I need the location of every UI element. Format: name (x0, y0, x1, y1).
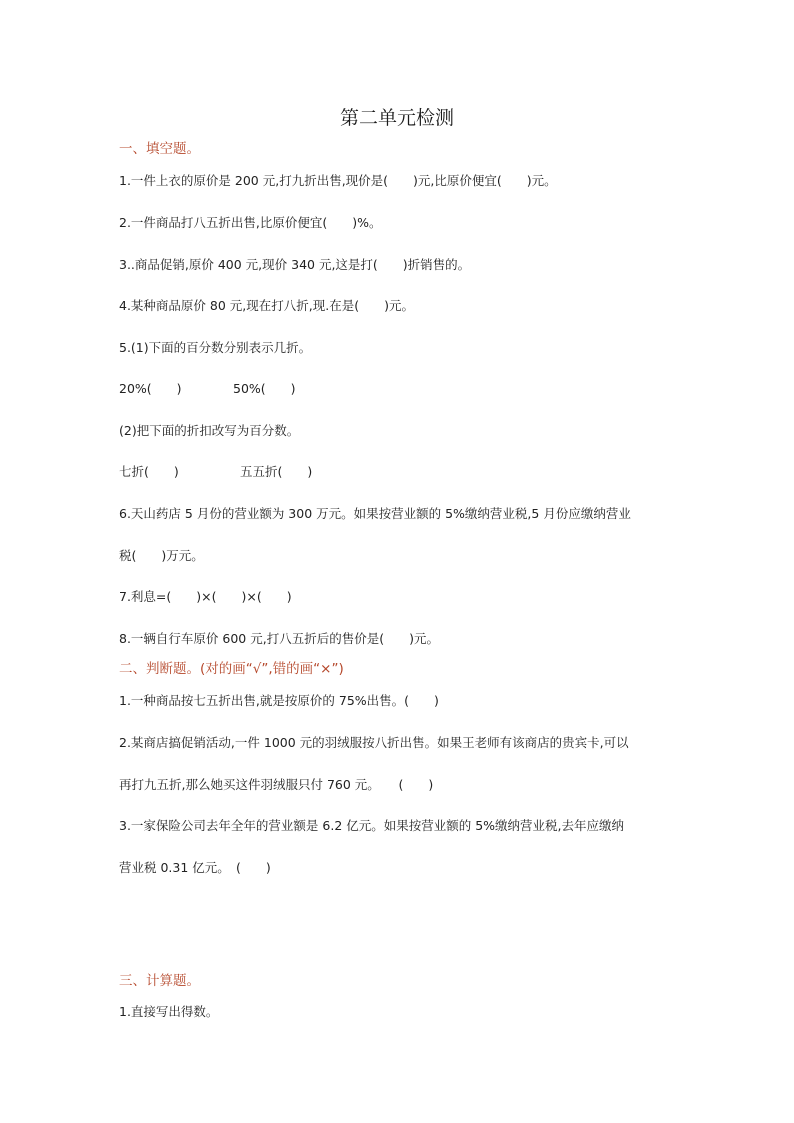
fill-blank-q6-line2: 税( )万元。 (119, 548, 204, 563)
true-false-q3-line1: 3.一家保险公司去年全年的营业额是 6.2 亿元。如果按营业额的 5%缴纳营业税,去年应缴纳 (119, 818, 625, 833)
fill-blank-q5-intro: 5.(1)下面的百分数分别表示几折。 (119, 340, 312, 355)
calculation-q1: 1.直接写出得数。 (119, 1004, 219, 1019)
true-false-q3-line2: 营业税 0.31 亿元。 ( ) (119, 860, 271, 875)
fill-blank-q2: 2.一件商品打八五折出售,比原价便宜( )%。 (119, 215, 382, 230)
section-heading-calculation: 三、计算题。 (119, 973, 200, 989)
fill-blank-q4: 4.某种商品原价 80 元,现在打八折,现.在是( )元。 (119, 298, 414, 313)
true-false-q1: 1.一种商品按七五折出售,就是按原价的 75%出售。( ) (119, 693, 439, 708)
fill-blank-q5-item-wuwuzhe: 五五折( ) (240, 464, 313, 479)
section-heading-fill-blank: 一、填空题。 (119, 141, 200, 157)
section-heading-true-false: 二、判断题。(对的画“√”,错的画“×”) (119, 661, 344, 677)
fill-blank-q5-item-50pct: 50%( ) (233, 381, 296, 396)
fill-blank-q5-item-qizhe: 七折( ) (119, 464, 179, 479)
fill-blank-q5-item-20pct: 20%( ) (119, 381, 182, 396)
fill-blank-q6-line1: 6.天山药店 5 月份的营业额为 300 万元。如果按营业额的 5%缴纳营业税,5 月份应缴纳营业 (119, 506, 631, 521)
fill-blank-q8: 8.一辆自行车原价 600 元,打八五折后的售价是( )元。 (119, 631, 439, 646)
fill-blank-q7: 7.利息=( )×( )×( ) (119, 589, 292, 604)
true-false-q2-line2: 再打九五折,那么她买这件羽绒服只付 760 元。 ( ) (119, 777, 434, 792)
page-title: 第二单元检测 (339, 107, 454, 129)
fill-blank-q3: 3..商品促销,原价 400 元,现价 340 元,这是打( )折销售的。 (119, 257, 471, 272)
true-false-q2-line1: 2.某商店搞促销活动,一件 1000 元的羽绒服按八折出售。如果王老师有该商店的贵宾卡,可以 (119, 735, 629, 750)
fill-blank-q1: 1.一件上衣的原价是 200 元,打九折出售,现价是( )元,比原价便宜( )元。 (119, 173, 557, 188)
fill-blank-q5-part2: (2)把下面的折扣改写为百分数。 (119, 423, 300, 438)
